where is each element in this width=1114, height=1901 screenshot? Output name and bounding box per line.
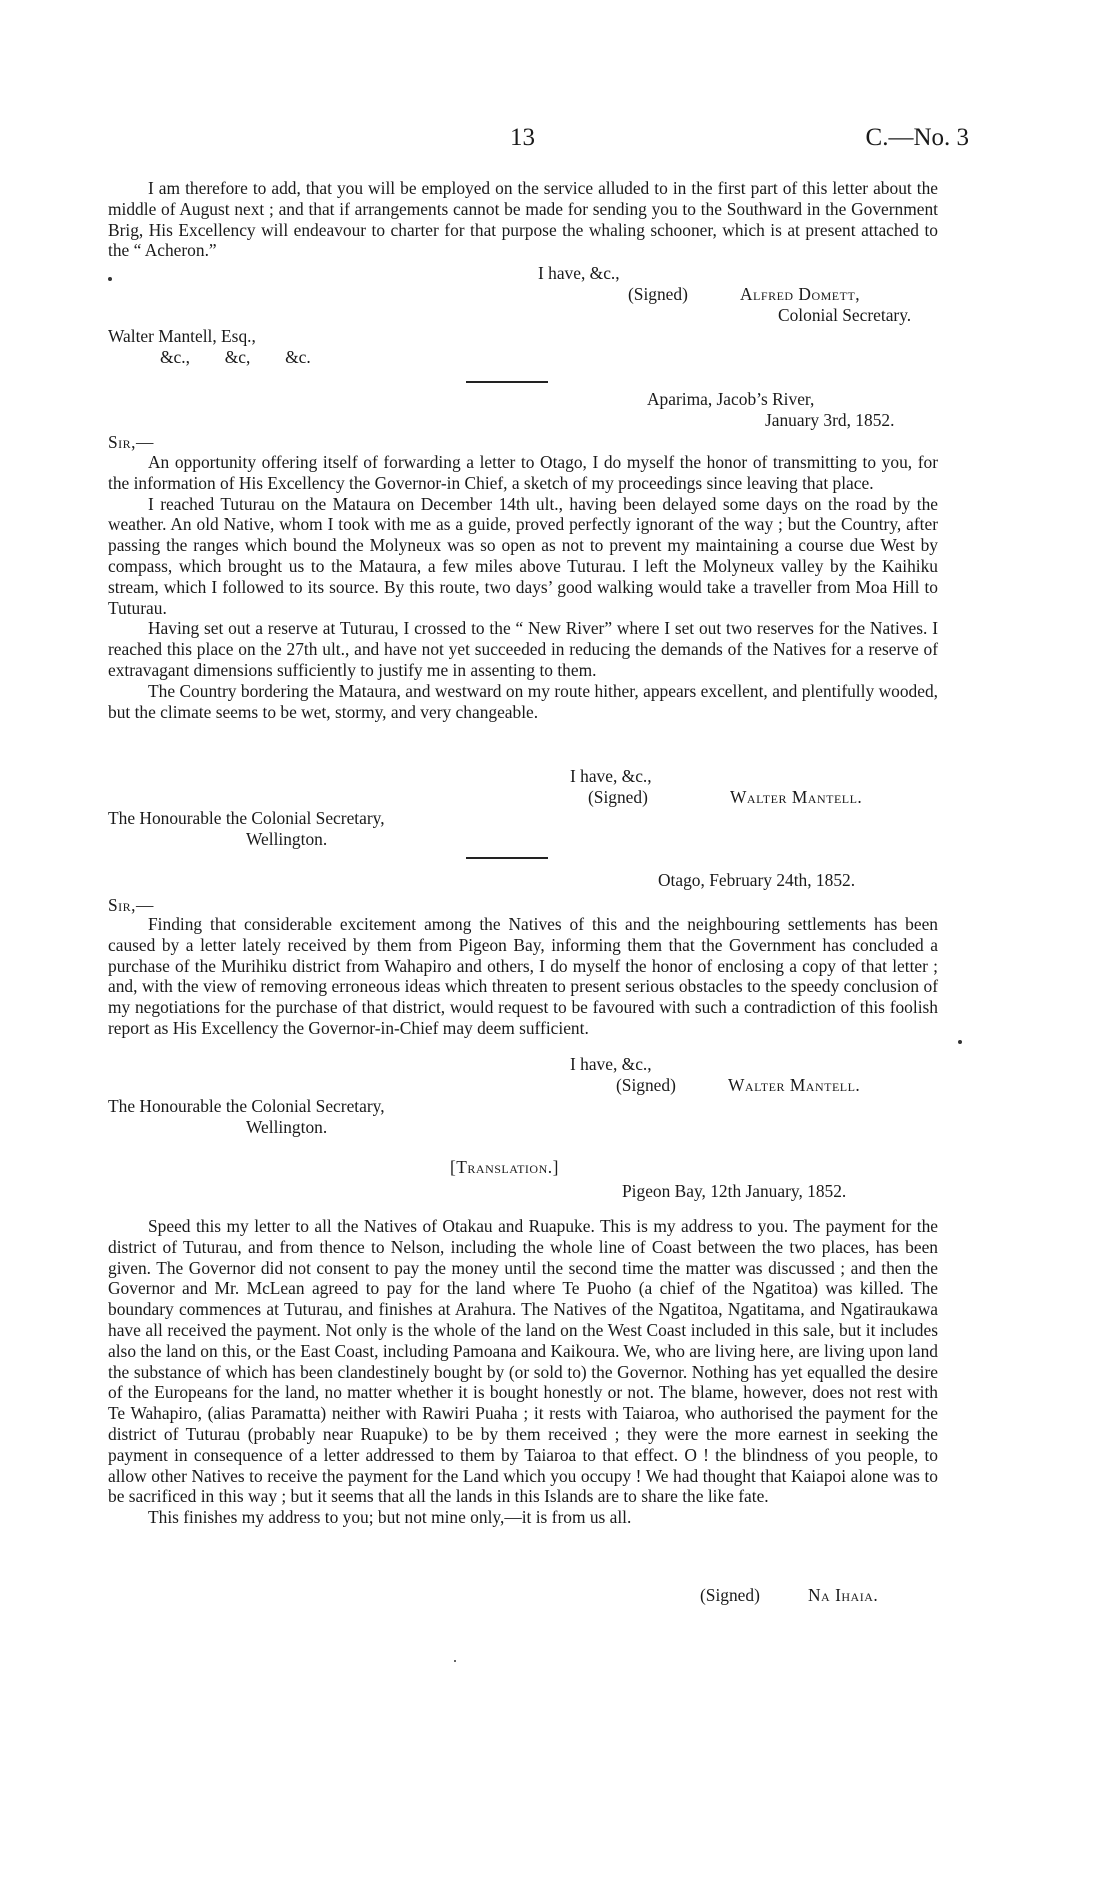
letter2-body bbox=[108, 452, 938, 722]
letter2-paragraph: Having set out a reserve at Tuturau, I crossed to the “ New River” where I set out two reserves for the Natives. I reached this place on the 27th ult., and have not yet succeeded in reducing the demands of the Natives for a reserve of extravagant dimensions sufficiently to justify me in assenting to them. bbox=[108, 618, 938, 680]
translation-body bbox=[108, 1216, 938, 1528]
translation-paragraph: This finishes my address to you; but not mine only,—it is from us all. bbox=[148, 1507, 632, 1528]
letter2-paragraph: The Country bordering the Mataura, and westward on my route hither, appears excellent, and plentifully wooded, but the climate seems to be wet, stormy, and very changeable. bbox=[108, 680, 938, 722]
section-divider bbox=[466, 857, 548, 859]
letter2-place: Aparima, Jacob’s River, bbox=[647, 389, 815, 409]
letter1-addressee-etc: &c., &c, &c. bbox=[160, 347, 311, 367]
letter1-body bbox=[108, 178, 938, 261]
letter1-paragraph: I am therefore to add, that you will be employed on the service alluded to in the first part of this letter about the middle of August next ; and that if arrangements cannot be made for sending you to the Southward in the Government Brig, His Excellency will endeavour to charter for that purpose the whaling schooner, which is at present attached to the “ Acheron.” bbox=[108, 178, 938, 261]
letter2-signatory: Walter Mantell. bbox=[730, 787, 863, 807]
letter2-addressee-place: Wellington. bbox=[246, 829, 328, 849]
document-reference: C.—No. 3 bbox=[865, 124, 969, 151]
letter3-body bbox=[108, 914, 938, 1039]
print-mark bbox=[108, 277, 112, 281]
letter3-salutation: Sir,— bbox=[108, 895, 154, 915]
letter2-salutation: Sir,— bbox=[108, 432, 154, 452]
section-divider bbox=[466, 381, 548, 383]
letter2-signed: (Signed) bbox=[588, 787, 648, 807]
letter2-closing: I have, &c., bbox=[570, 766, 652, 786]
letter3-signed: (Signed) bbox=[616, 1075, 676, 1095]
letter3-addressee: The Honourable the Colonial Secretary, bbox=[108, 1096, 385, 1116]
letter1-signatory-title: Colonial Secretary. bbox=[778, 305, 912, 325]
letter3-signatory: Walter Mantell. bbox=[728, 1075, 861, 1095]
letter2-addressee: The Honourable the Colonial Secretary, bbox=[108, 808, 385, 828]
page-number: 13 bbox=[510, 124, 535, 151]
letter2-paragraph: I reached Tuturau on the Mataura on December 14th ult., having been delayed some days on the road by the weather. An old Native, whom I took with me as a guide, proved perfectly ignorant of the way ; but the Country, after passing the ranges which bound the Molyneux was so open as not to prevent my maintaining a course due West by compass, which brought us to the Mataura, a few miles above Tuturau. I left the Molyneux valley by the Kaihiku stream, which I followed to its source. By this route, two days’ good walking would take a traveller from Moa Hill to Tuturau. bbox=[108, 493, 938, 618]
letter3-place-date: Otago, February 24th, 1852. bbox=[658, 870, 856, 890]
letter1-addressee: Walter Mantell, Esq., bbox=[108, 326, 256, 346]
translation-paragraph: Speed this my letter to all the Natives of Otakau and Ruapuke. This is my address to you. The payment for the district of Tuturau, and from thence to Nelson, including the whole line of Coast between the two places, has been given. The Governor did not consent to pay the money until the second time the matter was discussed ; and then the Governor and Mr. McLean agreed to pay for the land where Te Puoho (a chief of the Ngatitoa) was killed. The boundary commences at Tuturau, and finishes at Arahura. The Natives of the Ngatitoa, Ngatitama, and Ngatiraukawa have all received the payment. Not only is the whole of the land on the West Coast included in this sale, but it includes also the land on this, or the East Coast, including Pamoana and Kaikoura. We, who are living here, are living upon land the substance of which has been clandestinely bought by (or sold to) the Governor. Nothing has yet equalled the desire of the Europeans for the land, no matter whether it is bought honestly or not. The blame, however, does not rest with Te Wahapiro, (alias Paramatta) neither with Rawiri Puaha ; it rests with Taiaroa, who authorised the payment for the district of Tuturau (probably near Ruapuke) to be by them received ; they were the more earnest in seeking the payment in consequence of a letter addressed to them by Taiaroa to that effect. O ! the blindness of you people, to allow other Natives to receive the payment for the Land which you occupy ! We had thought that Kaiapoi alone was to be sacrificed in this way ; but it seems that all the lands in this Islands are to share the like fate. bbox=[108, 1216, 938, 1507]
letter1-closing: I have, &c., bbox=[538, 263, 620, 283]
letter3-closing: I have, &c., bbox=[570, 1054, 652, 1074]
letter2-date: January 3rd, 1852. bbox=[765, 410, 895, 430]
letter1-signatory: Alfred Domett, bbox=[740, 284, 861, 304]
translation-signatory: Na Ihaia. bbox=[808, 1585, 879, 1605]
translation-place-date: Pigeon Bay, 12th January, 1852. bbox=[622, 1181, 847, 1201]
translation-heading: [Translation.] bbox=[450, 1157, 559, 1177]
letter1-signed: (Signed) bbox=[628, 284, 688, 304]
letter3-addressee-place: Wellington. bbox=[246, 1117, 328, 1137]
letter3-paragraph: Finding that considerable excitement among the Natives of this and the neighbouring settlements has been caused by a letter lately received by them from Pigeon Bay, informing them that the Government has concluded a purchase of the Murihiku district from Wahapiro and others, I do myself the honor of enclosing a copy of that letter ; and, with the view of removing erroneous ideas which threaten to present serious obstacles to the speedy conclusion of my negotiations for the purchase of that district, would request to be favoured with such a contradiction of this foolish report as His Excellency the Governor-in-Chief may deem sufficient. bbox=[108, 914, 938, 1038]
letter2-paragraph: An opportunity offering itself of forwarding a letter to Otago, I do myself the honor of transmitting to you, for the information of His Excellency the Governor-in Chief, a sketch of my proceedings since leaving that place. bbox=[108, 452, 938, 493]
print-mark bbox=[454, 1660, 456, 1662]
print-mark bbox=[958, 1040, 962, 1044]
translation-signed: (Signed) bbox=[700, 1585, 760, 1605]
